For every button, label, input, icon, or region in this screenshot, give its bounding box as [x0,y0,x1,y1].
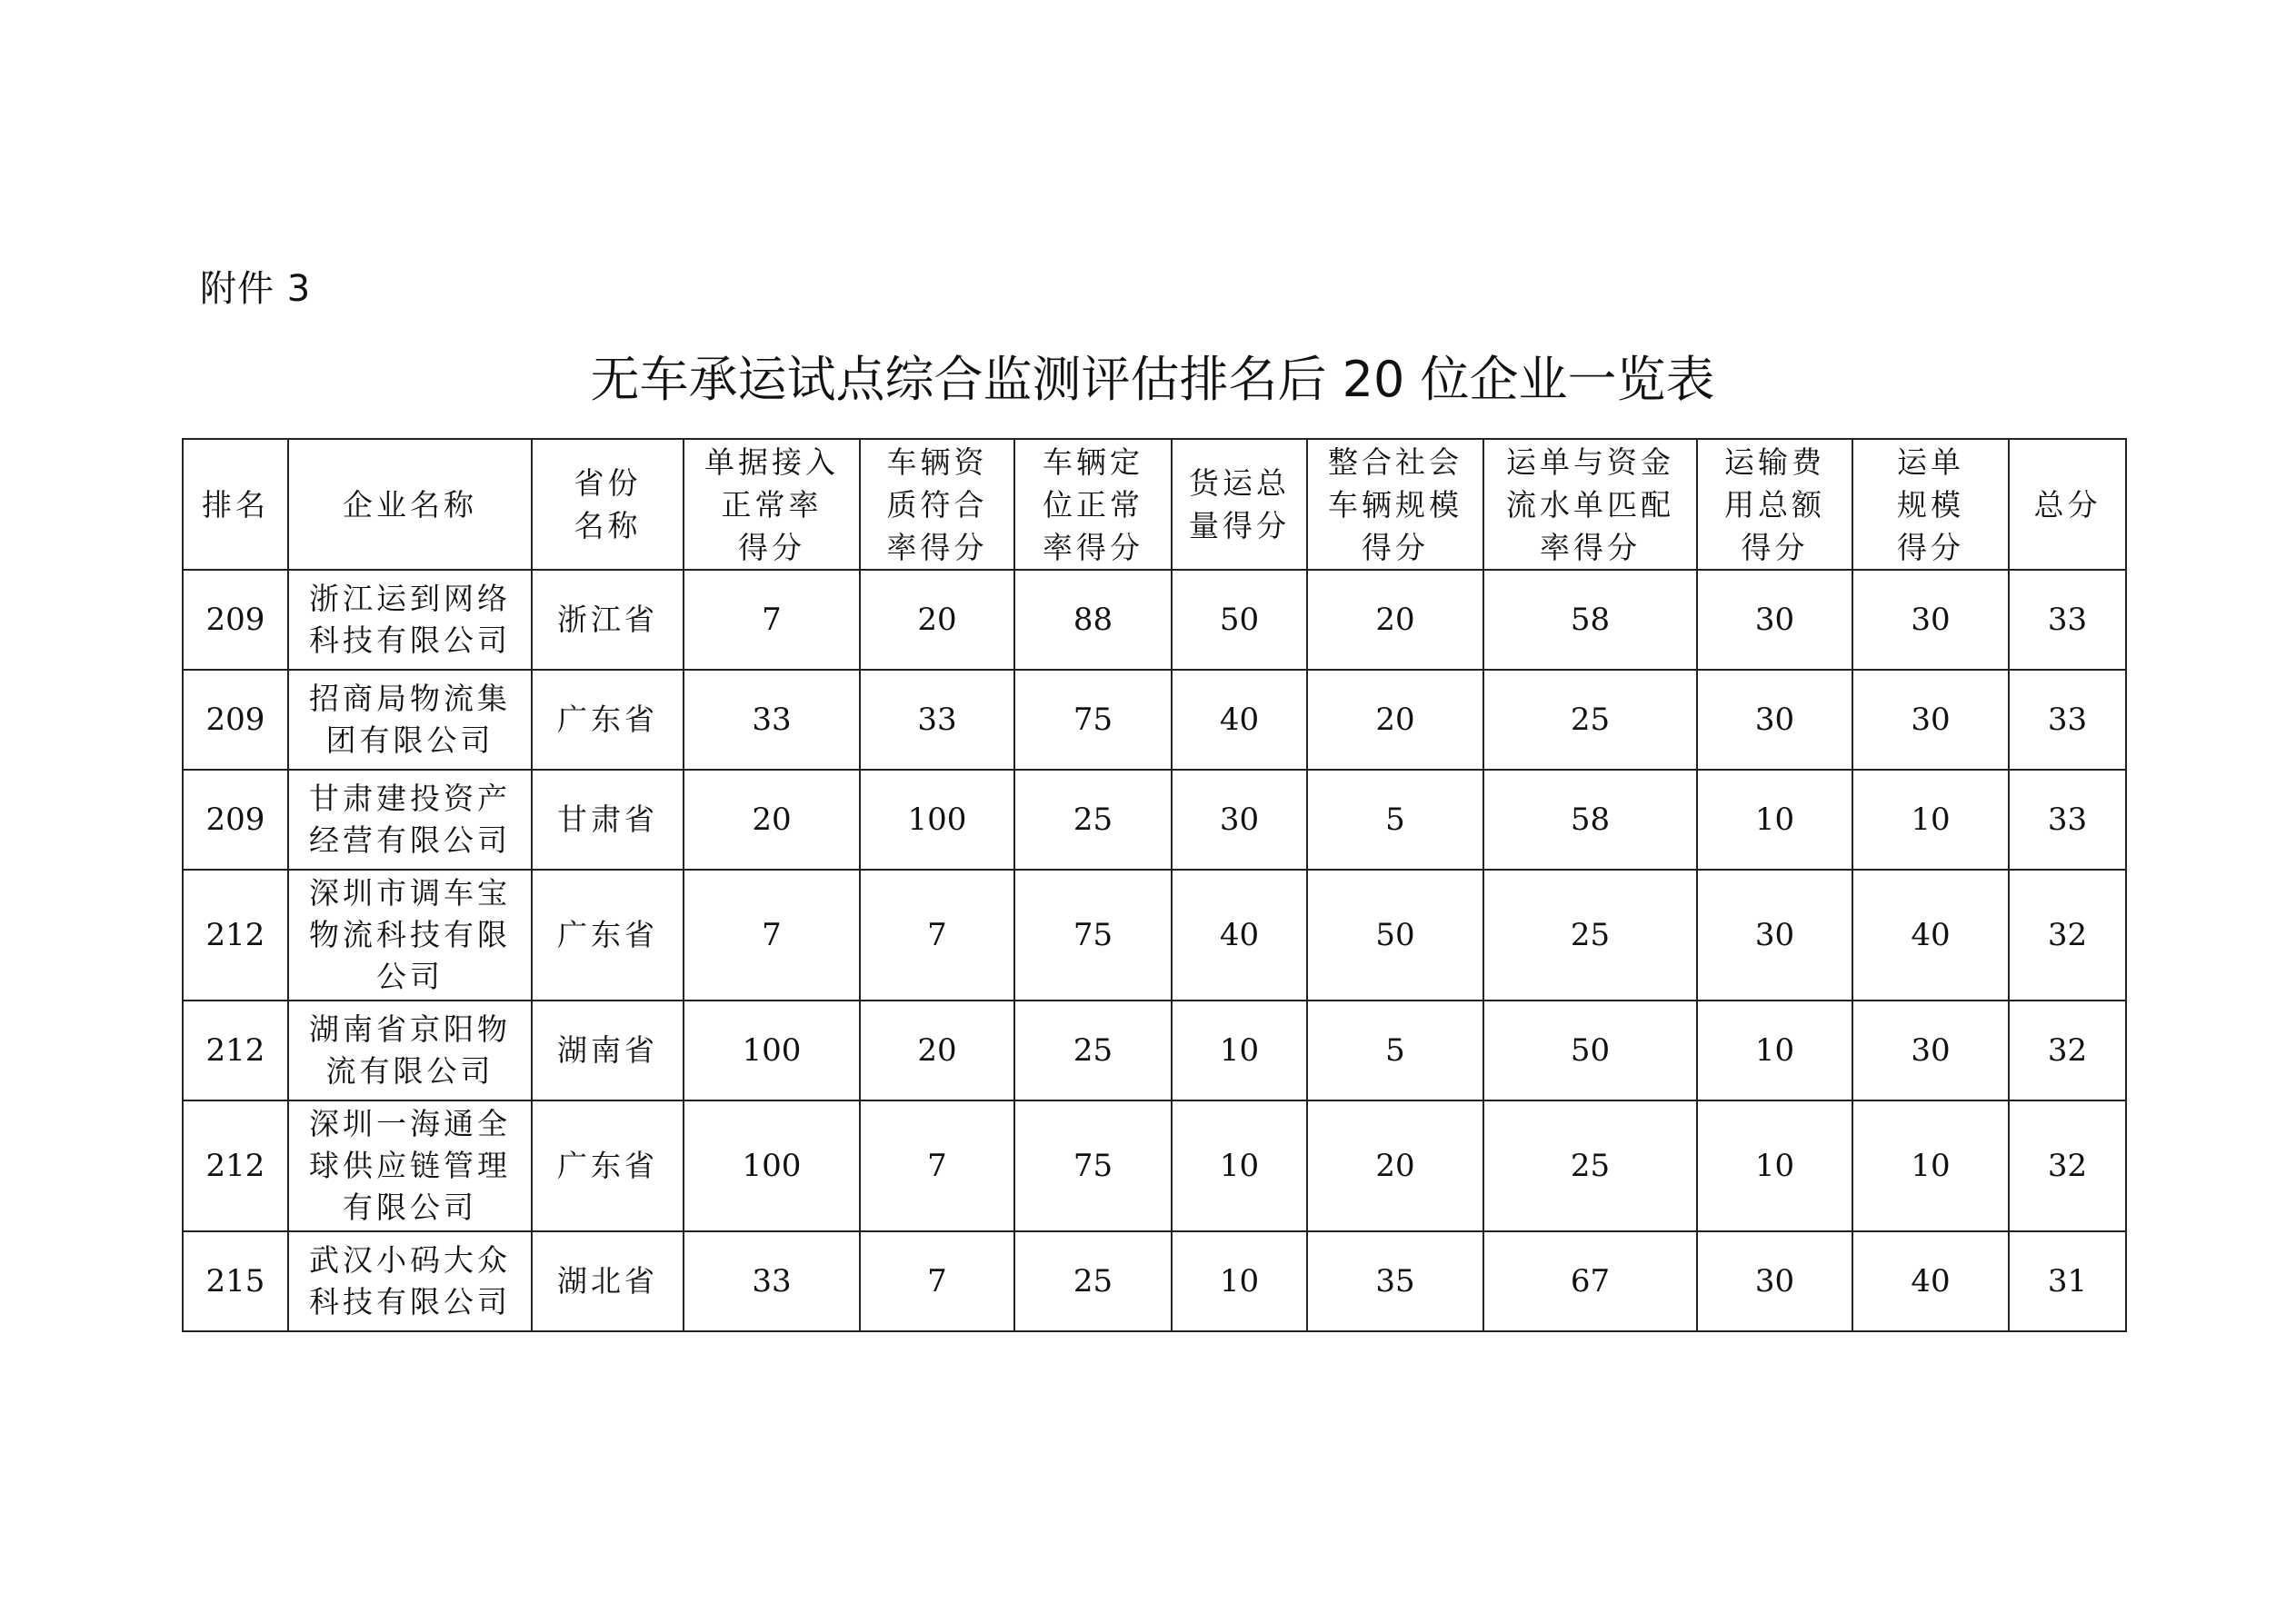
header-province [532,439,684,570]
table-row [183,870,2126,1001]
vehicle-positioning-cell: 25 [1014,1231,1172,1331]
header-rank [183,439,288,570]
header-freight-volume [1172,439,1307,570]
header-freight-cost [1697,439,1852,570]
doc-access-rate-cell: 33 [684,1231,860,1331]
waybill-match-cell: 67 [1483,1231,1697,1331]
waybill-scale-cell: 40 [1852,1231,2009,1331]
waybill-match-cell: 25 [1483,670,1697,770]
rank-cell: 212 [183,870,288,1001]
total-score-cell: 31 [2009,1231,2126,1331]
waybill-scale-cell: 30 [1852,670,2009,770]
table-header-row [183,439,2126,570]
table-row [183,570,2126,670]
social-vehicles-cell: 50 [1307,870,1483,1001]
freight-volume-cell: 10 [1172,1100,1307,1231]
rank-cell: 209 [183,570,288,670]
company-name-cell: 甘肃建投资产经营有限公司 [288,770,532,870]
vehicle-positioning-cell: 75 [1014,1100,1172,1231]
vehicle-positioning-cell: 88 [1014,570,1172,670]
total-score-cell: 33 [2009,570,2126,670]
social-vehicles-cell: 20 [1307,670,1483,770]
table-row [183,670,2126,770]
province-cell: 广东省 [532,1100,684,1231]
freight-volume-cell: 40 [1172,670,1307,770]
header-province-label: 省份 名称 [574,465,642,543]
total-score-cell: 32 [2009,1100,2126,1231]
header-total [2009,439,2126,570]
header-waybill-match-label: 运单与资金 流水单匹配 率得分 [1506,443,1674,565]
company-name-cell: 武汉小码大众科技有限公司 [288,1231,532,1331]
social-vehicles-cell: 5 [1307,1001,1483,1100]
waybill-scale-cell: 10 [1852,770,2009,870]
header-doc-access-rate-label: 单据接入 正常率 得分 [704,443,839,565]
header-vehicle-qualification [860,439,1014,570]
vehicle-positioning-cell: 25 [1014,770,1172,870]
vehicle-qualification-cell: 20 [860,1001,1014,1100]
waybill-match-cell: 50 [1483,1001,1697,1100]
freight-volume-cell: 30 [1172,770,1307,870]
header-waybill-match [1483,439,1697,570]
province-cell: 浙江省 [532,570,684,670]
header-vehicle-positioning [1014,439,1172,570]
company-name-cell: 招商局物流集团有限公司 [288,670,532,770]
vehicle-positioning-cell: 75 [1014,670,1172,770]
ranking-table [182,438,2127,1332]
waybill-match-cell: 25 [1483,1100,1697,1231]
province-cell: 甘肃省 [532,770,684,870]
waybill-scale-cell: 10 [1852,1100,2009,1231]
rank-cell: 209 [183,670,288,770]
freight-volume-cell: 50 [1172,570,1307,670]
doc-access-rate-cell: 20 [684,770,860,870]
table-body [183,570,2126,1331]
social-vehicles-cell: 35 [1307,1231,1483,1331]
attachment-label: 附件 3 [200,268,312,310]
header-doc-access-rate [684,439,860,570]
freight-cost-cell: 30 [1697,1231,1852,1331]
freight-cost-cell: 10 [1697,1100,1852,1231]
vehicle-positioning-cell: 75 [1014,870,1172,1001]
freight-cost-cell: 10 [1697,1001,1852,1100]
table-row [183,1100,2126,1231]
document-title: 无车承运试点综合监测评估排名后 20 位企业一览表 [590,351,1715,408]
waybill-match-cell: 25 [1483,870,1697,1001]
header-freight-cost-label: 运输费 用总额 得分 [1724,443,1825,565]
header-social-vehicles-label: 整合社会 车辆规模 得分 [1328,443,1462,565]
total-score-cell: 32 [2009,1001,2126,1100]
vehicle-qualification-cell: 7 [860,870,1014,1001]
social-vehicles-cell: 20 [1307,570,1483,670]
doc-access-rate-cell: 100 [684,1100,860,1231]
company-name-cell: 湖南省京阳物流有限公司 [288,1001,532,1100]
waybill-scale-cell: 40 [1852,870,2009,1001]
doc-access-rate-cell: 33 [684,670,860,770]
header-total-label: 总分 [2033,486,2101,523]
header-freight-volume-label: 货运总 量得分 [1189,465,1290,543]
vehicle-positioning-cell: 25 [1014,1001,1172,1100]
province-cell: 湖北省 [532,1231,684,1331]
waybill-scale-cell: 30 [1852,1001,2009,1100]
table-row [183,1001,2126,1100]
vehicle-qualification-cell: 7 [860,1231,1014,1331]
freight-volume-cell: 10 [1172,1231,1307,1331]
header-rank-label: 排名 [202,486,269,523]
header-vehicle-qualification-label: 车辆资 质符合 率得分 [886,443,988,565]
social-vehicles-cell: 20 [1307,1100,1483,1231]
doc-access-rate-cell: 7 [684,870,860,1001]
vehicle-qualification-cell: 20 [860,570,1014,670]
vehicle-qualification-cell: 33 [860,670,1014,770]
header-social-vehicles [1307,439,1483,570]
doc-access-rate-cell: 100 [684,1001,860,1100]
province-cell: 广东省 [532,670,684,770]
total-score-cell: 32 [2009,870,2126,1001]
province-cell: 广东省 [532,870,684,1001]
company-name-cell: 深圳市调车宝物流科技有限公司 [288,870,532,1001]
social-vehicles-cell: 5 [1307,770,1483,870]
waybill-match-cell: 58 [1483,570,1697,670]
rank-cell: 212 [183,1100,288,1231]
freight-cost-cell: 30 [1697,570,1852,670]
doc-access-rate-cell: 7 [684,570,860,670]
freight-cost-cell: 30 [1697,670,1852,770]
company-name-cell: 深圳一海通全球供应链管理有限公司 [288,1100,532,1231]
rank-cell: 209 [183,770,288,870]
header-waybill-scale-label: 运单 规模 得分 [1897,443,1964,565]
header-vehicle-positioning-label: 车辆定 位正常 率得分 [1043,443,1143,565]
total-score-cell: 33 [2009,670,2126,770]
total-score-cell: 33 [2009,770,2126,870]
rank-cell: 212 [183,1001,288,1100]
header-waybill-scale [1852,439,2009,570]
freight-cost-cell: 30 [1697,870,1852,1001]
freight-volume-cell: 10 [1172,1001,1307,1100]
freight-volume-cell: 40 [1172,870,1307,1001]
company-name-cell: 浙江运到网络科技有限公司 [288,570,532,670]
waybill-scale-cell: 30 [1852,570,2009,670]
vehicle-qualification-cell: 7 [860,1100,1014,1231]
header-company-name-label: 企业名称 [343,486,477,523]
table-row [183,770,2126,870]
freight-cost-cell: 10 [1697,770,1852,870]
table-row [183,1231,2126,1331]
vehicle-qualification-cell: 100 [860,770,1014,870]
rank-cell: 215 [183,1231,288,1331]
header-company-name [288,439,532,570]
waybill-match-cell: 58 [1483,770,1697,870]
province-cell: 湖南省 [532,1001,684,1100]
